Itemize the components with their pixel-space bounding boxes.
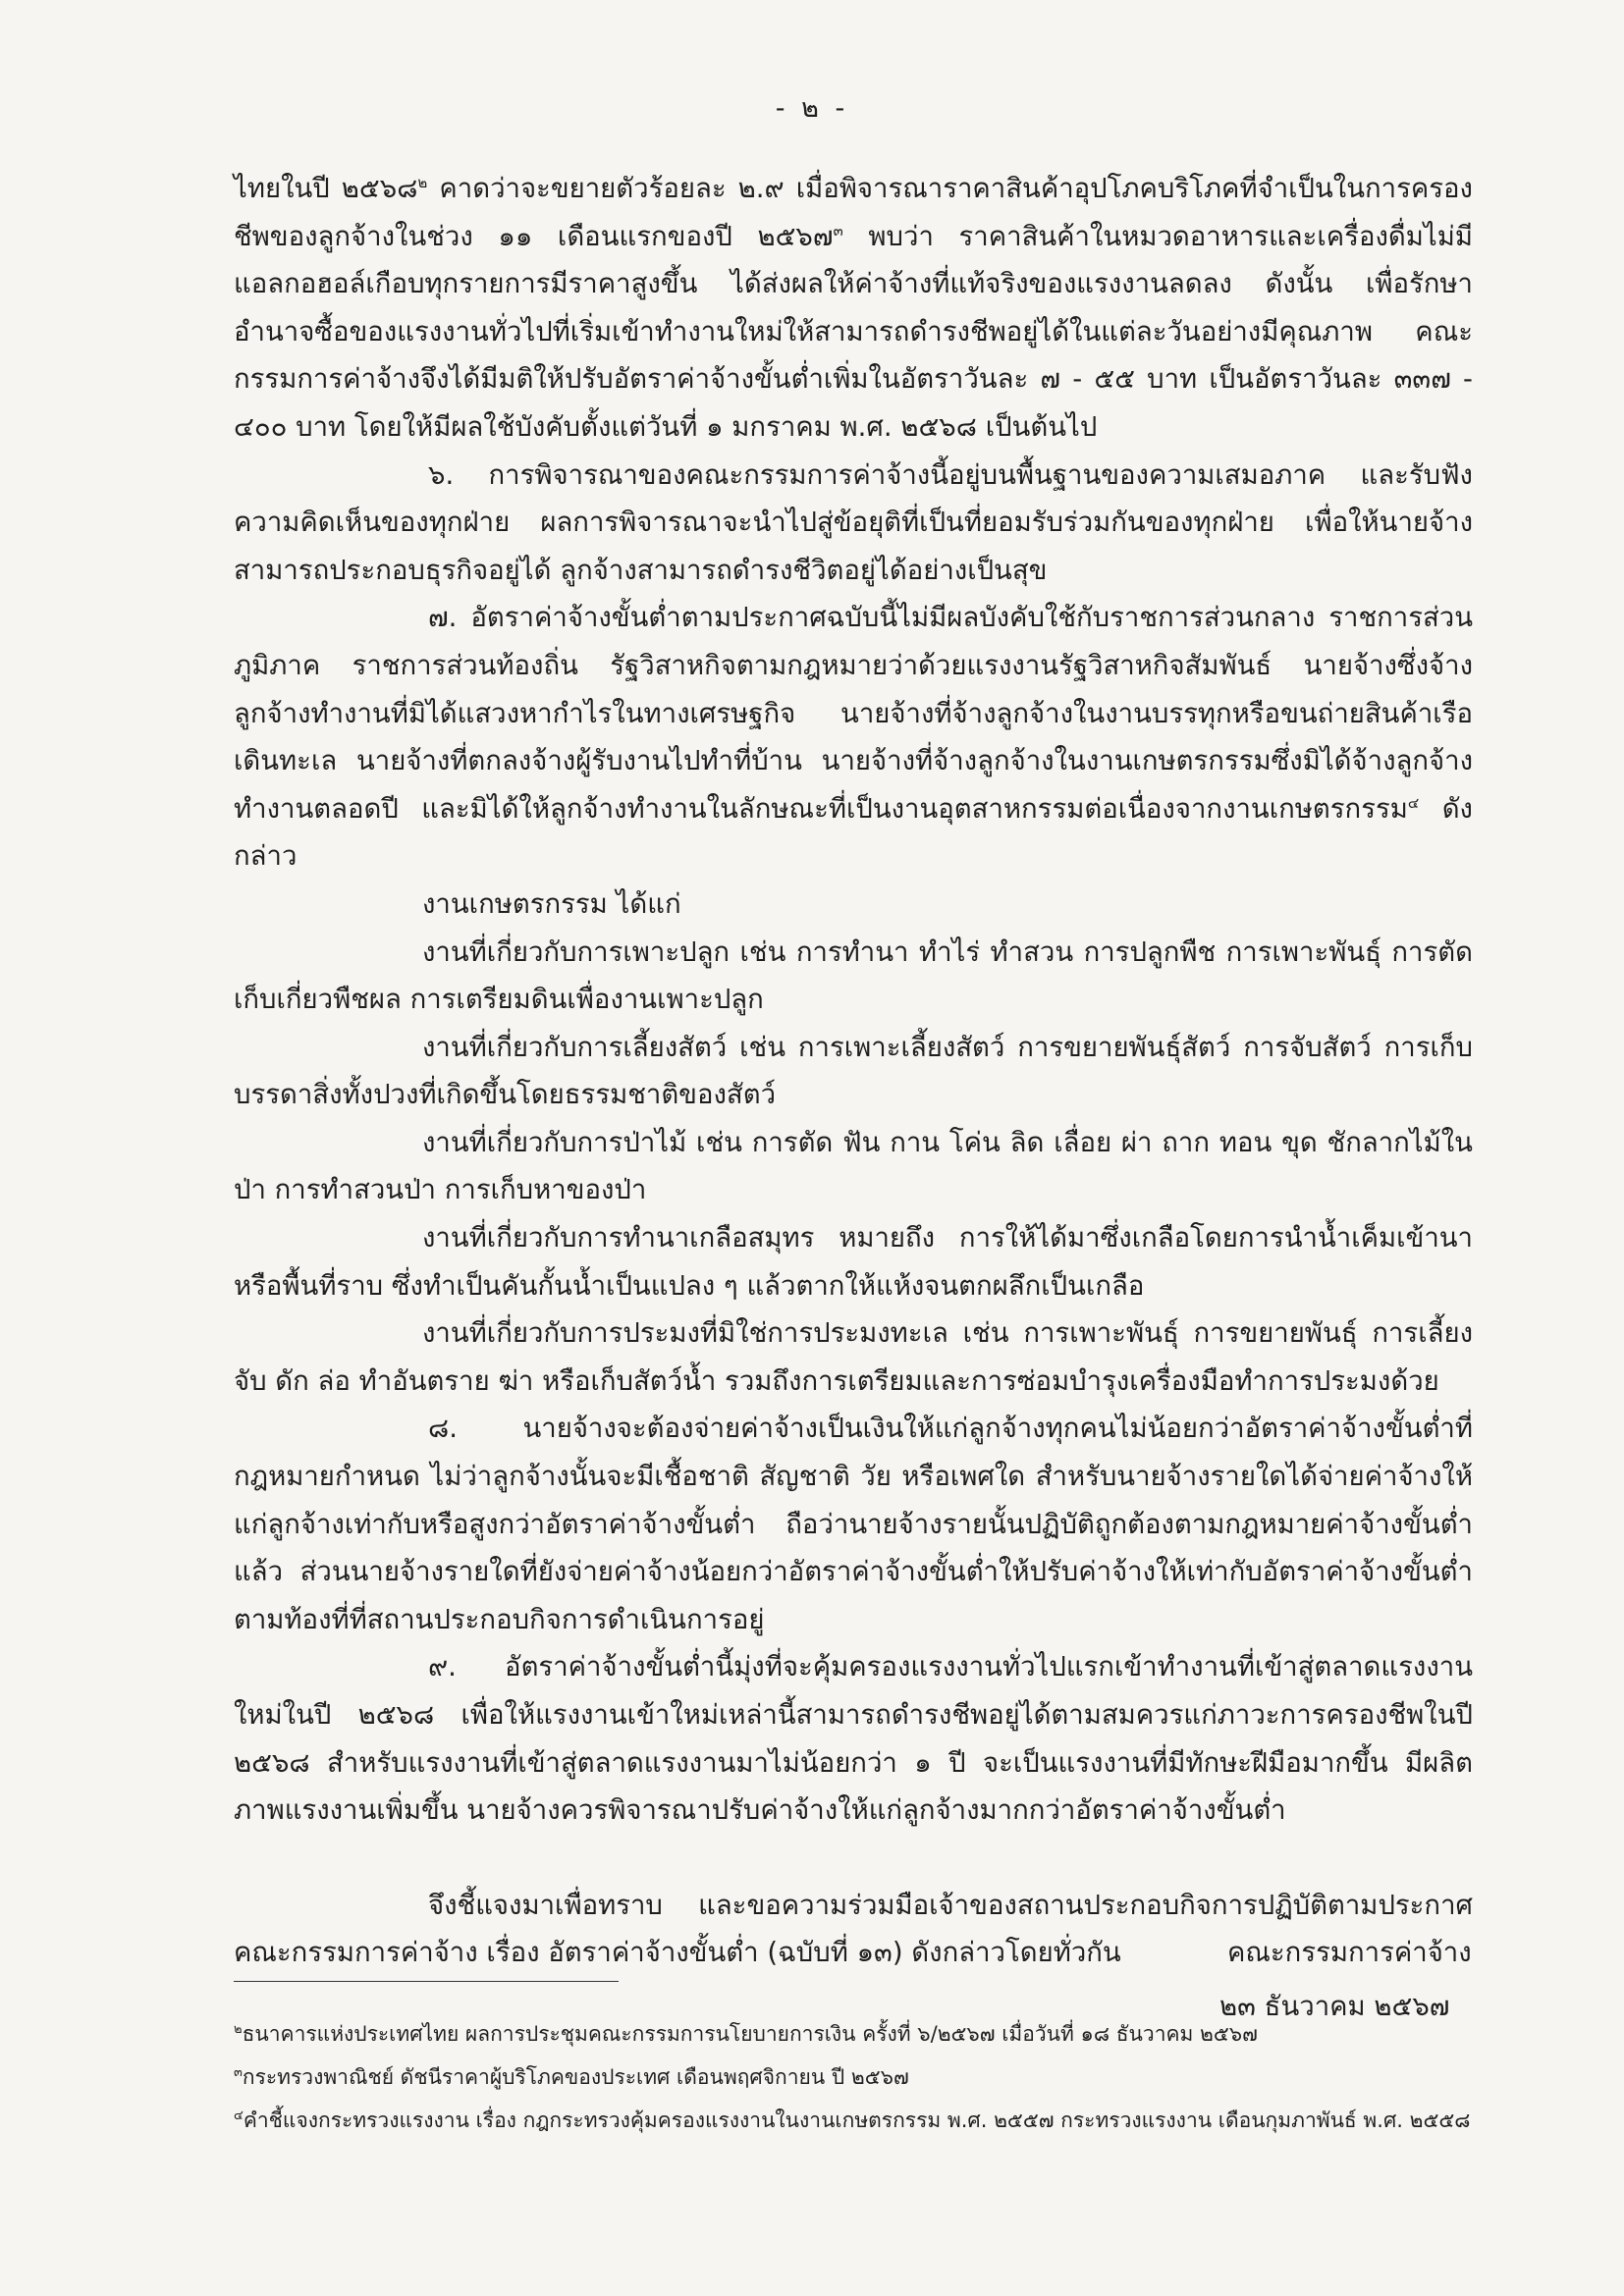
document-body: [234, 165, 1473, 1977]
agriculture-item-forestry: งานที่เกี่ยวกับการป่าไม้ เช่น การตัด ฟัน กาน โค่น ลิด เลื่อย ผ่า ถาก ทอน ขุด ชักลากไม้ในป่า การทำสวนป่า การเก็บหาของป่า: [234, 1126, 1473, 1206]
agriculture-item-inland-fishery: งานที่เกี่ยวกับการประมงที่มิใช่การประมงทะเล เช่น การเพาะพันธุ์ การขยายพันธุ์ การเลี้ยง จับ ดัก ล่อ ทำอันตราย ฆ่า หรือเก็บสัตว์น้ำ รวมถึงการเตรียมและการซ่อมบำรุงเครื่องมือทำการประมงด้วย: [234, 1317, 1473, 1397]
footnote-divider: [234, 1981, 619, 1982]
agriculture-item-salt-farming: งานที่เกี่ยวกับการทำนาเกลือสมุทร หมายถึง การให้ได้มาซึ่งเกลือโดยการนำน้ำเค็มเข้านาหรือพื้นที่ราบ ซึ่งทำเป็นคันกั้นน้ำเป็นแปลง ๆ แล้วตากให้แห้งจนตกผลึกเป็นเกลือ: [234, 1222, 1473, 1302]
paragraph-6: ๖. การพิจารณาของคณะกรรมการค่าจ้างนี้อยู่บนพื้นฐานของความเสมอภาค และรับฟังความคิดเห็นของทุกฝ่าย ผลการพิจารณาจะนำไปสู่ข้อยุติที่เป็นที่ยอมรับร่วมกันของทุกฝ่าย เพื่อให้นายจ้างสามารถประกอบธุรกิจอยู่ได้ ลูกจ้างสามารถดำรงชีวิตอยู่ได้อย่างเป็นสุข: [234, 458, 1473, 586]
agriculture-item-livestock: งานที่เกี่ยวกับการเลี้ยงสัตว์ เช่น การเพาะเลี้ยงสัตว์ การขยายพันธุ์สัตว์ การจับสัตว์ การเก็บบรรดาสิ่งทั้งปวงที่เกิดขึ้นโดยธรรมชาติของสัตว์: [234, 1031, 1473, 1111]
agriculture-heading: งานเกษตรกรรม ได้แก่: [422, 887, 681, 920]
footnote-4: $^๔$คำชี้แจงกระทรวงแรงงาน เรื่อง กฎกระทรวงคุ้มครองแรงงานในงานเกษตรกรรม พ.ศ. ๒๕๕๗ กระทรวงแรงงาน เดือนกุมภาพันธ์ พ.ศ. ๒๕๕๘: [234, 2109, 1471, 2132]
paragraph-7: ๗. อัตราค่าจ้างขั้นต่ำตามประกาศฉบับนี้ไม่มีผลบังคับใช้กับราชการส่วนกลาง ราชการส่วนภูมิภาค ราชการส่วนท้องถิ่น รัฐวิสาหกิจตามกฎหมายว่าด้วยแรงงานรัฐวิสาหกิจสัมพันธ์ นายจ้างซึ่งจ้างลูกจ้างทำงานที่มิได้แสวงหากำไรในทางเศรษฐกิจ นายจ้างที่จ้างลูกจ้างในงานบรรทุกหรือขนถ่ายสินค้าเรือเดินทะเล นายจ้างที่ตกลงจ้างผู้รับงานไปทำที่บ้าน นายจ้างที่จ้างลูกจ้างในงานเกษตรกรรมซึ่งมิได้จ้างลูกจ้างทำงานตลอดปี และมิได้ให้ลูกจ้างทำงานในลักษณะที่เป็นงานอุตสาหกรรมต่อเนื่องจากงานเกษตรกรรม$^๔$ ดังกล่าว: [234, 602, 1473, 873]
footnotes: [234, 2012, 1510, 2142]
footnote-3: $^๓$กระทรวงพาณิชย์ ดัชนีราคาผู้บริโภคของประเทศ เดือนพฤศจิกายน ปี ๒๕๖๗: [234, 2065, 909, 2089]
footnote-ref-3[interactable]: ๓: [833, 221, 843, 240]
page-number: - ๒ -: [775, 93, 849, 124]
footnote-ref-4[interactable]: ๔: [1407, 793, 1420, 812]
footnote-ref-2[interactable]: ๒: [417, 173, 428, 191]
issuer-name: คณะกรรมการค่าจ้าง: [1227, 1937, 1472, 1968]
footnote-2: $^๒$ธนาคารแห่งประเทศไทย ผลการประชุมคณะกรรมการนโยบายการเงิน ครั้งที่ ๖/๒๕๖๗ เมื่อวันที่ ๑๘ ธันวาคม ๒๕๖๗: [234, 2022, 1258, 2046]
issue-date: ๒๓ ธันวาคม ๒๕๖๗: [1219, 1991, 1450, 2022]
paragraph-8: ๘. นายจ้างจะต้องจ่ายค่าจ้างเป็นเงินให้แก่ลูกจ้างทุกคนไม่น้อยกว่าอัตราค่าจ้างขั้นต่ำที่กฎหมายกำหนด ไม่ว่าลูกจ้างนั้นจะมีเชื้อชาติ สัญชาติ วัย หรือเพศใด สำหรับนายจ้างรายใดได้จ่ายค่าจ้างให้แก่ลูกจ้างเท่ากับหรือสูงกว่าอัตราค่าจ้างขั้นต่ำ ถือว่านายจ้างรายนั้นปฏิบัติถูกต้องตามกฎหมายค่าจ้างขั้นต่ำแล้ว ส่วนนายจ้างรายใดที่ยังจ่ายค่าจ้างน้อยกว่าอัตราค่าจ้างขั้นต่ำให้ปรับค่าจ้างให้เท่ากับอัตราค่าจ้างขั้นต่ำตามท้องที่ที่สถานประกอบกิจการดำเนินการอยู่: [234, 1413, 1473, 1635]
paragraph-5-continued: ไทยในปี ๒๕๖๘$^๒$ คาดว่าจะขยายตัวร้อยละ ๒.๙ เมื่อพิจารณาราคาสินค้าอุปโภคบริโภคที่จำเป็นในการครองชีพของลูกจ้างในช่วง ๑๑ เดือนแรกของปี ๒๕๖๗$^๓$ พบว่า ราคาสินค้าในหมวดอาหารและเครื่องดื่มไม่มีแอลกอฮอล์เกือบทุกรายการมีราคาสูงขึ้น ได้ส่งผลให้ค่าจ้างที่แท้จริงของแรงงานลดลง ดังนั้น เพื่อรักษาอำนาจซื้อของแรงงานทั่วไปที่เริ่มเข้าทำงานใหม่ให้สามารถดำรงชีพอยู่ได้ในแต่ละวันอย่างมีคุณภาพ คณะกรรมการค่าจ้างจึงได้มีมติให้ปรับอัตราค่าจ้างขั้นต่ำเพิ่มในอัตราวันละ ๗ - ๕๕ บาท เป็นอัตราวันละ ๓๓๗ - ๔๐๐ บาท โดยให้มีผลใช้บังคับตั้งแต่วันที่ ๑ มกราคม พ.ศ. ๒๕๖๘ เป็นต้นไป: [234, 173, 1473, 443]
closing-paragraph: จึงชี้แจงมาเพื่อทราบ และขอความร่วมมือเจ้าของสถานประกอบกิจการปฏิบัติตามประกาศคณะกรรมการค่าจ้าง เรื่อง อัตราค่าจ้างขั้นต่ำ (ฉบับที่ ๑๓) ดังกล่าวโดยทั่วกัน: [234, 1889, 1473, 1969]
agriculture-item-cultivation: งานที่เกี่ยวกับการเพาะปลูก เช่น การทำนา ทำไร่ ทำสวน การปลูกพืช การเพาะพันธุ์ การตัดเก็บเกี่ยวพืชผล การเตรียมดินเพื่องานเพาะปลูก: [234, 935, 1473, 1016]
paragraph-9: ๙. อัตราค่าจ้างขั้นต่ำนี้มุ่งที่จะคุ้มครองแรงงานทั่วไปแรกเข้าทำงานที่เข้าสู่ตลาดแรงงานใหม่ในปี ๒๕๖๘ เพื่อให้แรงงานเข้าใหม่เหล่านี้สามารถดำรงชีพอยู่ได้ตามสมควรแก่ภาวะการครองชีพในปี ๒๕๖๘ สำหรับแรงงานที่เข้าสู่ตลาดแรงงานมาไม่น้อยกว่า ๑ ปี จะเป็นแรงงานที่มีทักษะฝีมือมากขึ้น มีผลิตภาพแรงงานเพิ่มขึ้น นายจ้างควรพิจารณาปรับค่าจ้างให้แก่ลูกจ้างมากกว่าอัตราค่าจ้างขั้นต่ำ: [234, 1651, 1473, 1827]
